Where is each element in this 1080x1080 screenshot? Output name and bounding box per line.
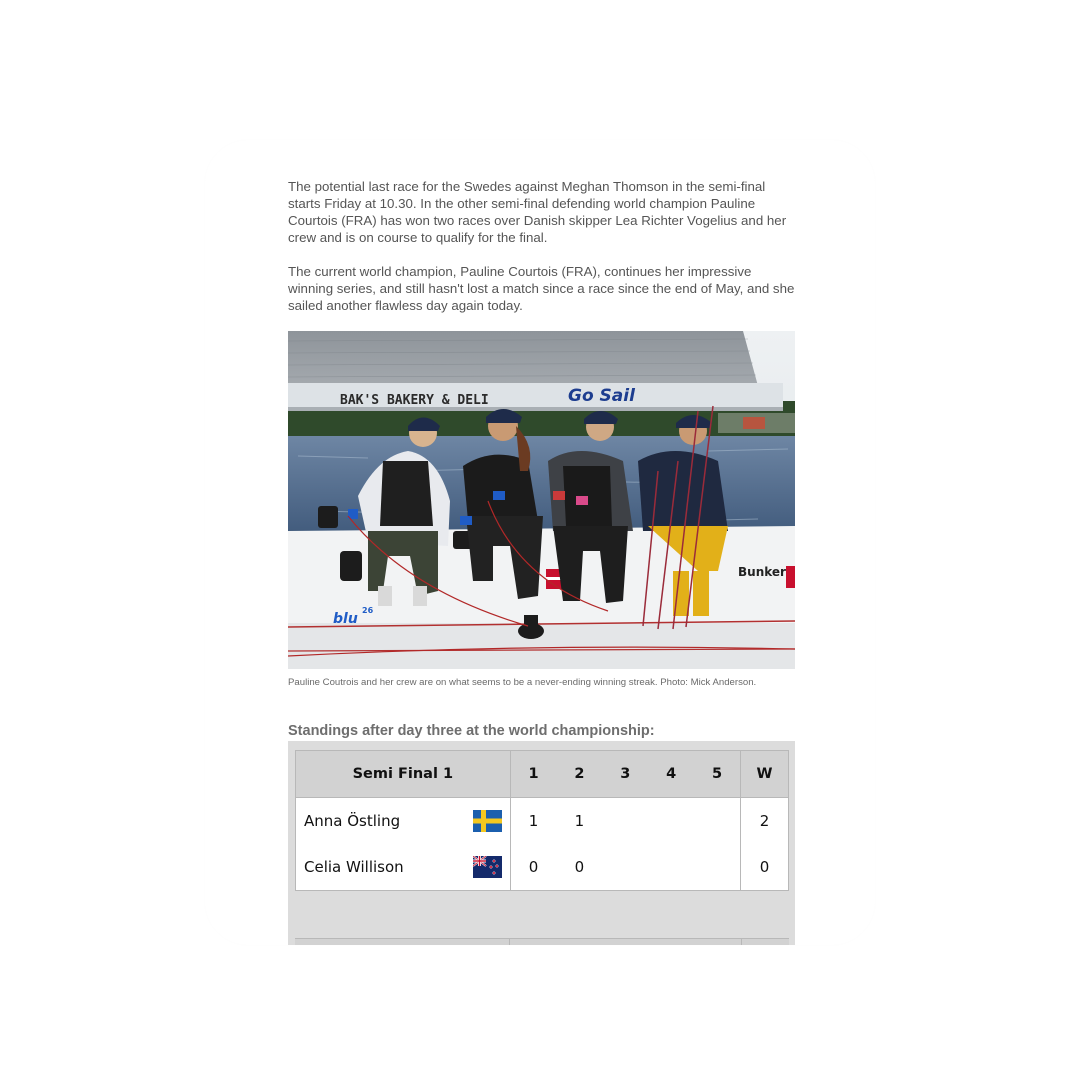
race-3-result [602, 798, 648, 845]
hull-sponsor-text: Bunker [738, 565, 786, 579]
header-race-1: 1 [510, 751, 556, 798]
table-row [296, 798, 789, 845]
next-table-header-edge [295, 938, 789, 945]
competitor-cell [296, 798, 511, 845]
competitor-name: Anna Östling [304, 812, 401, 830]
table-header-row [296, 751, 789, 798]
boom-sponsor-text: BAK'S BAKERY & DELI [340, 393, 489, 408]
article-photo [288, 331, 795, 669]
competitor-cell [296, 844, 511, 891]
new-zealand-flag-icon [473, 856, 502, 878]
sweden-flag-icon [473, 810, 502, 832]
standings-table-container [288, 741, 795, 945]
wins-total: 2 [741, 798, 789, 845]
svg-text:blu: blu [333, 611, 358, 627]
article-content [288, 178, 795, 945]
race-4-result [648, 844, 694, 891]
svg-text:26: 26 [362, 606, 374, 615]
photo-caption: Pauline Coutrois and her crew are on what seems to be a never-ending winning streak. Photo: Mick Anderson. [288, 677, 757, 688]
go-sail-logo: Go Sail [568, 386, 635, 406]
race-3-result [602, 844, 648, 891]
article-card [205, 140, 875, 945]
header-semi-final: Semi Final 1 [296, 751, 511, 798]
race-4-result [648, 798, 694, 845]
race-2-result: 1 [574, 812, 585, 830]
header-race-3: 3 [602, 751, 648, 798]
race-5-result [694, 844, 740, 891]
race-1-result: 0 [528, 858, 539, 876]
header-wins: W [741, 751, 789, 798]
wins-total: 0 [741, 844, 789, 891]
competitor-name: Celia Willison [304, 858, 404, 876]
header-race-4: 4 [648, 751, 694, 798]
standings-heading: Standings after day three at the world championship: [288, 723, 655, 739]
semi-final-1-table [295, 750, 789, 891]
table-row [296, 844, 789, 891]
race-5-result [694, 798, 740, 845]
header-race-2: 2 [557, 751, 603, 798]
header-race-5: 5 [694, 751, 740, 798]
article-paragraph-1: The potential last race for the Swedes against Meghan Thomson in the semi-final starts Friday at 10.30. In the other semi-final defending world champion Pauline Courtois (FRA) has won two races over Danish skipper Lea Richter Vogelius and her crew and is on course to qualify for the final. [288, 179, 787, 245]
race-1-result: 1 [528, 812, 539, 830]
article-paragraph-2: The current world champion, Pauline Courtois (FRA), continues her impressive winning series, and still hasn't lost a match since a race since the end of May, and she sailed another flawless day again today. [288, 264, 795, 313]
race-2-result: 0 [574, 858, 585, 876]
